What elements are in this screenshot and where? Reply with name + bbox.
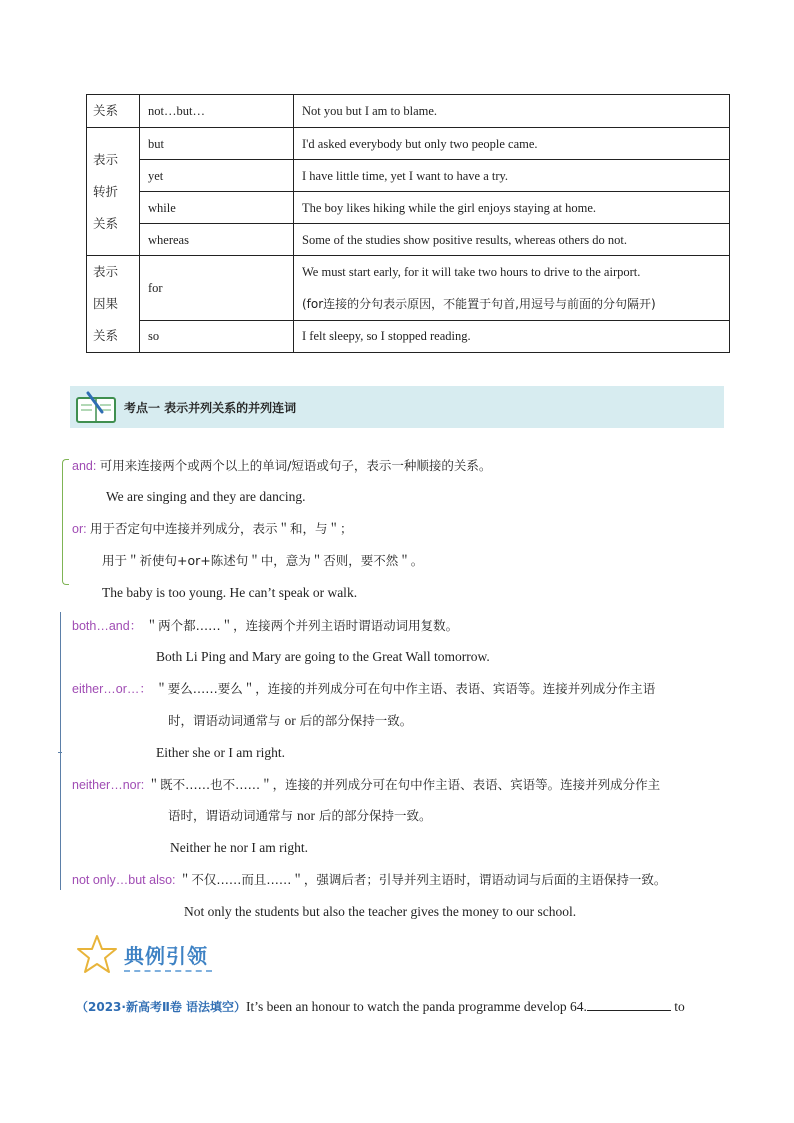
rule-text: 用于＂祈使句+or+陈述句＂中，意为＂否则，要不然＂。 (102, 553, 424, 568)
keyword: neither…nor: (72, 778, 145, 792)
conjunction-cell: while (140, 192, 294, 224)
rule-text: 时，谓语动词通常与 or 后的部分保持一致。 (168, 713, 413, 728)
example-note: (for连接的分句表示原因，不能置于句首,用逗号与前面的分句隔开) (302, 296, 656, 311)
bracket-decoration (58, 752, 62, 753)
category-cell-cause: 表示 因果 关系 (87, 256, 140, 353)
rule-text: 用于否定句中连接并列成分，表示＂和，与＂； (89, 521, 353, 536)
keyword: both…and： (72, 619, 143, 633)
exam-text-tail: to (670, 999, 685, 1014)
keyword: either…or…： (72, 682, 152, 696)
table-row (87, 192, 730, 224)
example-sentence: Both Li Ping and Mary are going to the Great Wall tomorrow. (156, 649, 490, 664)
table-row (87, 256, 730, 321)
example-sentence: Not only the students but also the teacher gives the money to our school. (184, 904, 577, 919)
keyword: or: (72, 522, 87, 536)
bracket-decoration (60, 612, 61, 890)
rule-text: ＂两个都……＂，连接两个并列主语时谓语动词用复数。 (145, 618, 459, 633)
example-cell: Some of the studies show positive results, whereas others do not. (294, 224, 730, 256)
exam-text: It’s been an honour to watch the panda programme develop 64. (246, 999, 587, 1014)
conjunction-cell: for (140, 256, 294, 321)
rule-not-only-but-also (72, 870, 666, 890)
example-sentence: The baby is too young. He can’t speak or walk. (102, 585, 358, 600)
answer-blank-64[interactable] (587, 998, 671, 1011)
conjunction-cell: yet (140, 160, 294, 192)
exam-source: （2023·新高考Ⅱ卷 语法填空） (76, 1000, 247, 1014)
rule-text: ＂既不……也不……＂，连接的并列成分可在句中作主语、表语、宾语等。连接并列成分作主 (147, 777, 661, 792)
keyword: and: (72, 459, 97, 473)
table-row (87, 128, 730, 160)
example-lead-title: 典例引领 (124, 944, 208, 968)
example-sentence: Neither he nor I am right. (170, 840, 308, 855)
book-pencil-icon (74, 390, 118, 424)
example-cell: The boy likes hiking while the girl enjoys staying at home. (294, 192, 730, 224)
rule-and (72, 456, 491, 476)
exam-question (76, 997, 685, 1017)
rule-both-and (72, 616, 458, 636)
example-cell (294, 256, 730, 321)
section-title: 考点一 表示并列关系的并列连词 (124, 401, 297, 415)
rule-text: 可用来连接两个或两个以上的单词/短语或句子，表示一种顺接的关系。 (99, 458, 492, 473)
section-banner (70, 386, 724, 428)
star-icon (76, 934, 118, 974)
conjunction-cell: not…but… (140, 95, 294, 128)
rule-either-or (72, 679, 655, 699)
example-text: We must start early, for it will take two hours to drive to the airport. (302, 264, 641, 279)
rule-text: 语时，谓语动词通常与 nor 后的部分保持一致。 (168, 808, 432, 823)
example-cell: I felt sleepy, so I stopped reading. (294, 320, 730, 352)
conjunction-cell: so (140, 320, 294, 352)
example-sentence: We are singing and they are dancing. (106, 489, 306, 504)
rule-or (72, 519, 352, 539)
conjunction-cell: whereas (140, 224, 294, 256)
category-cell-contrast: 表示 转折 关系 (87, 128, 140, 256)
table-row (87, 95, 730, 128)
example-cell: I have little time, yet I want to have a try. (294, 160, 730, 192)
rule-neither-nor (72, 775, 660, 795)
conjunction-table (86, 94, 730, 353)
example-sentence: Either she or I am right. (156, 745, 285, 760)
keyword: not only…but also: (72, 873, 176, 887)
example-cell: I'd asked everybody but only two people came. (294, 128, 730, 160)
table-row (87, 224, 730, 256)
table-row (87, 160, 730, 192)
example-cell: Not you but I am to blame. (294, 95, 730, 128)
category-cell: 关系 (87, 95, 140, 128)
table-row (87, 320, 730, 352)
conjunction-cell: but (140, 128, 294, 160)
bracket-decoration (62, 459, 69, 585)
title-underline (124, 970, 212, 972)
rule-text: ＂要么……要么＂，连接的并列成分可在句中作主语、表语、宾语等。连接并列成分作主语 (155, 681, 656, 696)
rule-text: ＂不仅……而且……＂，强调后者；引导并列主语时，谓语动词与后面的主语保持一致。 (178, 872, 667, 887)
